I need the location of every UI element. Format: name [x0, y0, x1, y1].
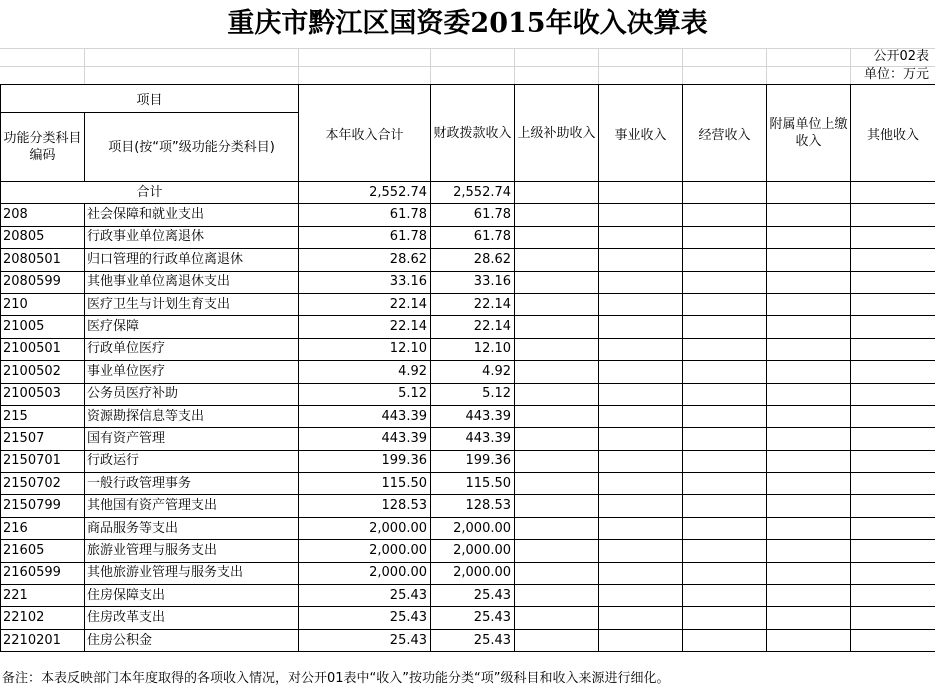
- income-table: [0, 84, 935, 652]
- business-income-cell: [599, 562, 683, 584]
- upper-subsidy-cell: [515, 607, 599, 629]
- name-cell: 公务员医疗补助: [85, 383, 299, 405]
- table-row: [1, 316, 935, 338]
- table-row: [1, 517, 935, 539]
- operating-income-cell: [683, 473, 767, 495]
- other-income-cell: [851, 629, 935, 651]
- other-income-cell: [851, 361, 935, 383]
- operating-income-cell: [683, 249, 767, 271]
- code-cell: 20805: [1, 226, 85, 248]
- total-income-cell: 115.50: [299, 473, 431, 495]
- business-income-cell: [599, 405, 683, 427]
- upper-subsidy-cell: [515, 226, 599, 248]
- operating-income-cell: [683, 405, 767, 427]
- other-income-cell: [851, 293, 935, 315]
- total-income-cell: 28.62: [299, 249, 431, 271]
- upper-subsidy-cell: [515, 316, 599, 338]
- total-income-cell: 443.39: [299, 428, 431, 450]
- upper-subsidy-cell: [515, 450, 599, 472]
- header-upper-subsidy: 上级补助收入: [515, 85, 599, 182]
- code-cell: 2150702: [1, 473, 85, 495]
- code-cell: 221: [1, 585, 85, 607]
- other-income-cell: [851, 517, 935, 539]
- business-income-cell: [599, 204, 683, 226]
- code-cell: 2100502: [1, 361, 85, 383]
- other-income-cell: [851, 316, 935, 338]
- code-cell: 216: [1, 517, 85, 539]
- fiscal-grant-cell: 443.39: [431, 428, 515, 450]
- affiliated-income-cell: [767, 271, 851, 293]
- other-income-cell: [851, 249, 935, 271]
- fiscal-grant-cell: 2,000.00: [431, 562, 515, 584]
- fiscal-grant-cell: 22.14: [431, 293, 515, 315]
- table-row: [1, 204, 935, 226]
- total-income-cell: 2,552.74: [299, 182, 431, 204]
- fiscal-grant-cell: 128.53: [431, 495, 515, 517]
- table-row: [1, 383, 935, 405]
- name-cell: 医疗卫生与计划生育支出: [85, 293, 299, 315]
- business-income-cell: [599, 338, 683, 360]
- operating-income-cell: [683, 338, 767, 360]
- operating-income-cell: [683, 629, 767, 651]
- affiliated-income-cell: [767, 204, 851, 226]
- affiliated-income-cell: [767, 585, 851, 607]
- table-row: [1, 607, 935, 629]
- operating-income-cell: [683, 585, 767, 607]
- header-business-income: 事业收入: [599, 85, 683, 182]
- table-row: [1, 428, 935, 450]
- unit-label: 单位：万元: [863, 67, 929, 82]
- code-cell: 2080501: [1, 249, 85, 271]
- affiliated-income-cell: [767, 405, 851, 427]
- other-income-cell: [851, 450, 935, 472]
- other-income-cell: [851, 428, 935, 450]
- header-affiliated-income: 附属单位上缴收入: [767, 85, 851, 182]
- page-title: 重庆市黔江区国资委2015年收入决算表: [227, 8, 708, 39]
- header-total-income: 本年收入合计: [299, 85, 431, 182]
- header-fiscal-grant: 财政拨款收入: [431, 85, 515, 182]
- table-body: [1, 182, 935, 652]
- upper-subsidy-cell: [515, 249, 599, 271]
- business-income-cell: [599, 182, 683, 204]
- upper-subsidy-cell: [515, 293, 599, 315]
- affiliated-income-cell: [767, 338, 851, 360]
- total-income-cell: 5.12: [299, 383, 431, 405]
- total-income-cell: 25.43: [299, 607, 431, 629]
- name-cell: 旅游业管理与服务支出: [85, 540, 299, 562]
- table-row: [1, 629, 935, 651]
- fiscal-grant-cell: 61.78: [431, 204, 515, 226]
- table-row: [1, 450, 935, 472]
- fiscal-grant-cell: 115.50: [431, 473, 515, 495]
- other-income-cell: [851, 495, 935, 517]
- total-income-cell: 2,000.00: [299, 517, 431, 539]
- business-income-cell: [599, 428, 683, 450]
- header-project-group: 项目: [1, 85, 299, 113]
- total-income-cell: 12.10: [299, 338, 431, 360]
- table-row: [1, 338, 935, 360]
- name-cell: 社会保障和就业支出: [85, 204, 299, 226]
- affiliated-income-cell: [767, 607, 851, 629]
- total-income-cell: 22.14: [299, 316, 431, 338]
- affiliated-income-cell: [767, 182, 851, 204]
- table-row: [1, 540, 935, 562]
- total-income-cell: 33.16: [299, 271, 431, 293]
- code-cell: 21005: [1, 316, 85, 338]
- other-income-cell: [851, 204, 935, 226]
- table-row: [1, 249, 935, 271]
- other-income-cell: [851, 182, 935, 204]
- operating-income-cell: [683, 226, 767, 248]
- business-income-cell: [599, 226, 683, 248]
- affiliated-income-cell: [767, 428, 851, 450]
- fiscal-grant-cell: 33.16: [431, 271, 515, 293]
- upper-subsidy-cell: [515, 405, 599, 427]
- business-income-cell: [599, 517, 683, 539]
- code-cell: 21605: [1, 540, 85, 562]
- operating-income-cell: [683, 428, 767, 450]
- business-income-cell: [599, 293, 683, 315]
- fiscal-grant-cell: 443.39: [431, 405, 515, 427]
- form-number: 公开02表: [873, 49, 929, 64]
- upper-subsidy-cell: [515, 338, 599, 360]
- business-income-cell: [599, 540, 683, 562]
- fiscal-grant-cell: 5.12: [431, 383, 515, 405]
- total-row: [1, 182, 935, 204]
- operating-income-cell: [683, 361, 767, 383]
- upper-subsidy-cell: [515, 428, 599, 450]
- affiliated-income-cell: [767, 226, 851, 248]
- operating-income-cell: [683, 293, 767, 315]
- sheet-grid-lines: [0, 48, 935, 84]
- upper-subsidy-cell: [515, 540, 599, 562]
- total-income-cell: 4.92: [299, 361, 431, 383]
- other-income-cell: [851, 271, 935, 293]
- upper-subsidy-cell: [515, 383, 599, 405]
- business-income-cell: [599, 495, 683, 517]
- code-cell: 215: [1, 405, 85, 427]
- name-cell: 医疗保障: [85, 316, 299, 338]
- code-cell: 2100501: [1, 338, 85, 360]
- total-income-cell: 25.43: [299, 629, 431, 651]
- affiliated-income-cell: [767, 316, 851, 338]
- upper-subsidy-cell: [515, 629, 599, 651]
- total-income-cell: 61.78: [299, 226, 431, 248]
- business-income-cell: [599, 585, 683, 607]
- table-row: [1, 495, 935, 517]
- upper-subsidy-cell: [515, 361, 599, 383]
- fiscal-grant-cell: 25.43: [431, 585, 515, 607]
- total-income-cell: 22.14: [299, 293, 431, 315]
- business-income-cell: [599, 629, 683, 651]
- other-income-cell: [851, 383, 935, 405]
- name-cell: 事业单位医疗: [85, 361, 299, 383]
- name-cell: 行政运行: [85, 450, 299, 472]
- code-cell: 210: [1, 293, 85, 315]
- affiliated-income-cell: [767, 517, 851, 539]
- fiscal-grant-cell: 199.36: [431, 450, 515, 472]
- upper-subsidy-cell: [515, 473, 599, 495]
- table-row: [1, 271, 935, 293]
- name-cell: 其他国有资产管理支出: [85, 495, 299, 517]
- name-cell: 资源勘探信息等支出: [85, 405, 299, 427]
- table-row: [1, 361, 935, 383]
- code-cell: 2100503: [1, 383, 85, 405]
- fiscal-grant-cell: 22.14: [431, 316, 515, 338]
- name-cell: 行政事业单位离退休: [85, 226, 299, 248]
- fiscal-grant-cell: 25.43: [431, 629, 515, 651]
- affiliated-income-cell: [767, 383, 851, 405]
- operating-income-cell: [683, 450, 767, 472]
- affiliated-income-cell: [767, 473, 851, 495]
- fiscal-grant-cell: 2,000.00: [431, 517, 515, 539]
- upper-subsidy-cell: [515, 517, 599, 539]
- other-income-cell: [851, 585, 935, 607]
- other-income-cell: [851, 226, 935, 248]
- name-cell: 归口管理的行政单位离退休: [85, 249, 299, 271]
- operating-income-cell: [683, 540, 767, 562]
- upper-subsidy-cell: [515, 182, 599, 204]
- name-cell: 住房改革支出: [85, 607, 299, 629]
- business-income-cell: [599, 249, 683, 271]
- name-cell: 商品服务等支出: [85, 517, 299, 539]
- affiliated-income-cell: [767, 540, 851, 562]
- name-cell: 一般行政管理事务: [85, 473, 299, 495]
- fiscal-grant-cell: 2,000.00: [431, 540, 515, 562]
- name-cell: 行政单位医疗: [85, 338, 299, 360]
- affiliated-income-cell: [767, 293, 851, 315]
- table-row: [1, 562, 935, 584]
- code-cell: 2150701: [1, 450, 85, 472]
- code-cell: 2150799: [1, 495, 85, 517]
- code-cell: 2160599: [1, 562, 85, 584]
- affiliated-income-cell: [767, 495, 851, 517]
- footnote: 备注：本表反映部门本年度取得的各项收入情况，对公开01表中“收入”按功能分类“项”级科目和收入来源进行细化。: [2, 671, 670, 686]
- operating-income-cell: [683, 316, 767, 338]
- other-income-cell: [851, 338, 935, 360]
- table-row: [1, 226, 935, 248]
- operating-income-cell: [683, 271, 767, 293]
- table-row: [1, 405, 935, 427]
- upper-subsidy-cell: [515, 271, 599, 293]
- operating-income-cell: [683, 495, 767, 517]
- fiscal-grant-cell: 12.10: [431, 338, 515, 360]
- table-row: [1, 293, 935, 315]
- fiscal-grant-cell: 2,552.74: [431, 182, 515, 204]
- operating-income-cell: [683, 383, 767, 405]
- upper-subsidy-cell: [515, 585, 599, 607]
- code-cell: 2210201: [1, 629, 85, 651]
- business-income-cell: [599, 271, 683, 293]
- operating-income-cell: [683, 562, 767, 584]
- header-other-income: 其他收入: [851, 85, 935, 182]
- fiscal-grant-cell: 28.62: [431, 249, 515, 271]
- business-income-cell: [599, 473, 683, 495]
- code-cell: 208: [1, 204, 85, 226]
- affiliated-income-cell: [767, 562, 851, 584]
- operating-income-cell: [683, 182, 767, 204]
- total-label: 合计: [1, 182, 299, 204]
- total-income-cell: 443.39: [299, 405, 431, 427]
- other-income-cell: [851, 562, 935, 584]
- name-cell: 住房保障支出: [85, 585, 299, 607]
- other-income-cell: [851, 540, 935, 562]
- header-code: 功能分类科目编码: [1, 113, 85, 182]
- total-income-cell: 2,000.00: [299, 562, 431, 584]
- total-income-cell: 199.36: [299, 450, 431, 472]
- upper-subsidy-cell: [515, 495, 599, 517]
- fiscal-grant-cell: 25.43: [431, 607, 515, 629]
- total-income-cell: 61.78: [299, 204, 431, 226]
- affiliated-income-cell: [767, 450, 851, 472]
- other-income-cell: [851, 473, 935, 495]
- code-cell: 22102: [1, 607, 85, 629]
- other-income-cell: [851, 607, 935, 629]
- affiliated-income-cell: [767, 629, 851, 651]
- total-income-cell: 128.53: [299, 495, 431, 517]
- header-operating-income: 经营收入: [683, 85, 767, 182]
- business-income-cell: [599, 450, 683, 472]
- total-income-cell: 25.43: [299, 585, 431, 607]
- fiscal-grant-cell: 61.78: [431, 226, 515, 248]
- affiliated-income-cell: [767, 361, 851, 383]
- total-income-cell: 2,000.00: [299, 540, 431, 562]
- name-cell: 其他旅游业管理与服务支出: [85, 562, 299, 584]
- upper-subsidy-cell: [515, 562, 599, 584]
- operating-income-cell: [683, 517, 767, 539]
- name-cell: 住房公积金: [85, 629, 299, 651]
- name-cell: 其他事业单位离退休支出: [85, 271, 299, 293]
- affiliated-income-cell: [767, 249, 851, 271]
- other-income-cell: [851, 405, 935, 427]
- table-row: [1, 585, 935, 607]
- business-income-cell: [599, 607, 683, 629]
- name-cell: 国有资产管理: [85, 428, 299, 450]
- business-income-cell: [599, 316, 683, 338]
- code-cell: 2080599: [1, 271, 85, 293]
- header-name: 项目(按“项”级功能分类科目): [85, 113, 299, 182]
- table-row: [1, 473, 935, 495]
- business-income-cell: [599, 361, 683, 383]
- code-cell: 21507: [1, 428, 85, 450]
- operating-income-cell: [683, 204, 767, 226]
- fiscal-grant-cell: 4.92: [431, 361, 515, 383]
- upper-subsidy-cell: [515, 204, 599, 226]
- operating-income-cell: [683, 607, 767, 629]
- business-income-cell: [599, 383, 683, 405]
